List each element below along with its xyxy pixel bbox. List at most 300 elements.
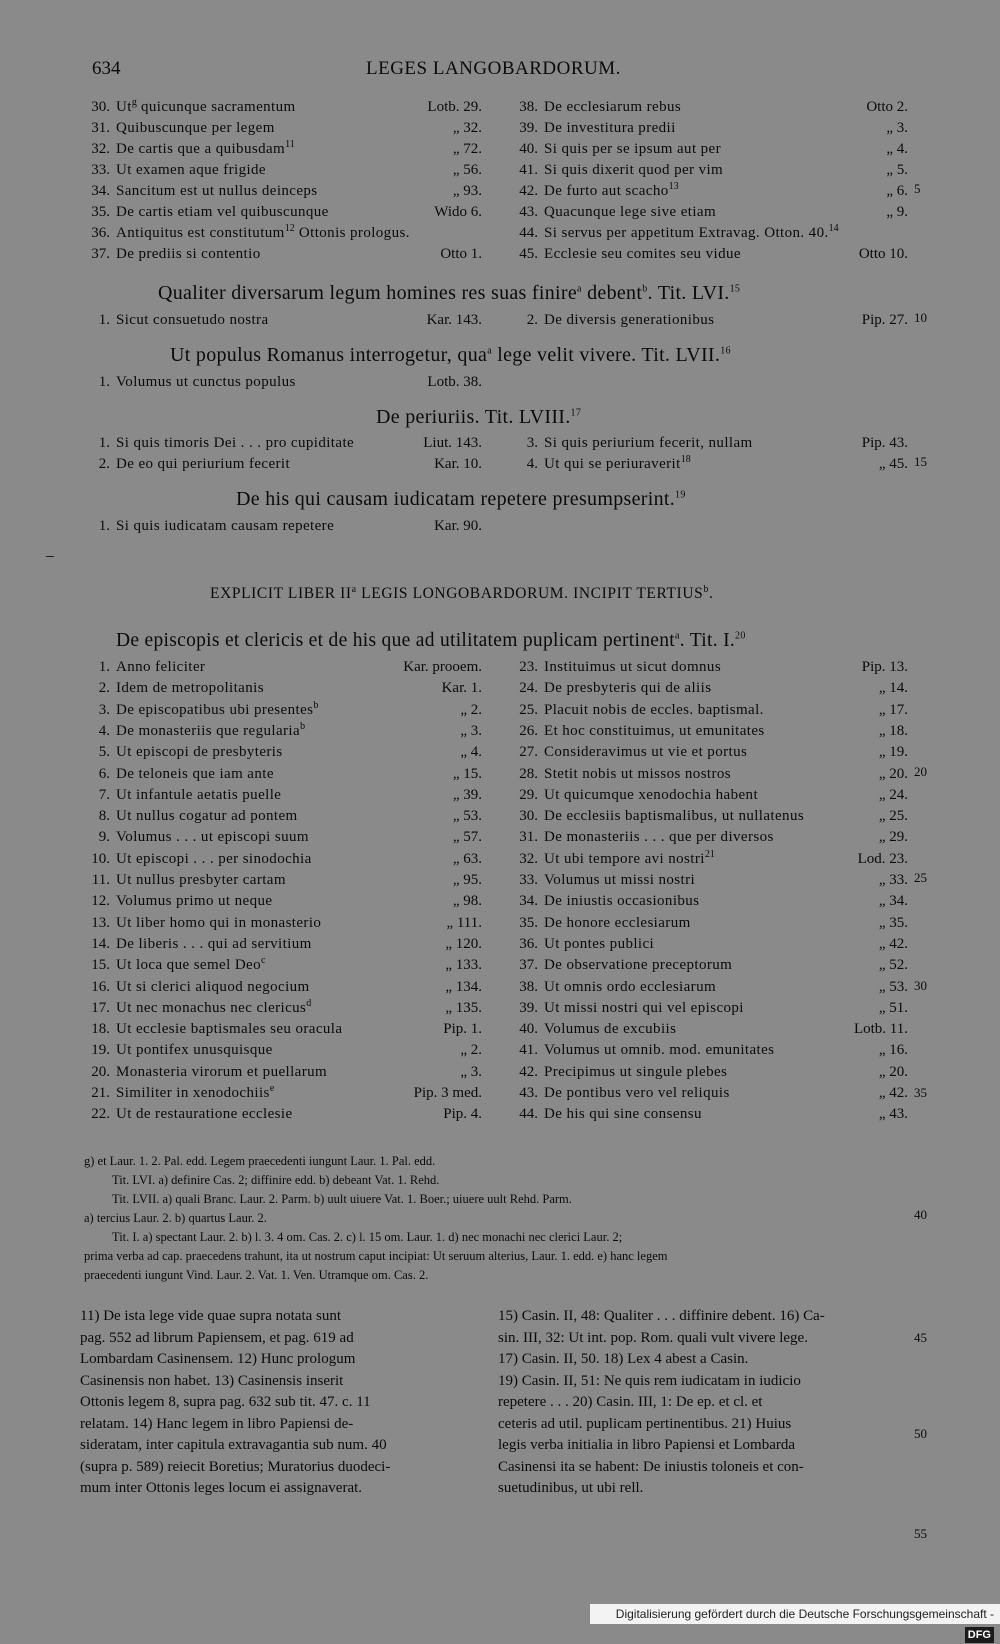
entry-incipit: Ecclesie seu comites seu vidue [544, 246, 741, 262]
entry-number: 4. [526, 456, 538, 472]
entry-number: 45. [519, 246, 538, 262]
footnote-marker: 11 [285, 139, 295, 150]
entry-source-ref: Kar. 143. [426, 312, 482, 328]
entry-incipit: Ut ecclesie baptismales seu oracula [116, 1021, 343, 1038]
entry-number: 17. [91, 999, 110, 1016]
entry-incipit: Ut si clerici aliquod negocium [116, 978, 310, 995]
entry-source-ref: „ 53. [878, 978, 908, 995]
note-line: 17) Casin. II, 50. 18) Lex 4 abest a Casin. [498, 1351, 749, 1367]
entry-source-ref: „ 43. [878, 1106, 908, 1123]
entry-source-ref: Pip. 4. [443, 1106, 482, 1123]
index-entry [84, 785, 482, 806]
index-entry [512, 657, 908, 678]
entry-source-ref: Lotb. 29. [427, 99, 482, 115]
entry-incipit: Et hoc constituimus, ut emunitates [544, 722, 765, 739]
entry-source-ref: „ 16. [878, 1042, 908, 1059]
entry-number: 9. [98, 829, 110, 846]
entry-number: 25. [519, 701, 538, 718]
line-number: 35 [914, 1085, 927, 1100]
entry-incipit: Instituimus ut sicut domnus [544, 659, 722, 675]
entry-number: 28. [519, 765, 538, 782]
entry-number: 16. [91, 978, 110, 995]
line-number: 15 [914, 454, 927, 469]
index-entry [84, 913, 482, 934]
entry-source-ref: „ 72. [452, 141, 482, 157]
entry-source-ref: „ 120. [445, 935, 482, 952]
note-line: Casinensi ita se habent: De iniustis toloneis et con- [498, 1458, 804, 1475]
entry-source-ref: „ 3. [460, 722, 482, 739]
entry-incipit: Sancitum est ut nullus deinceps [116, 183, 318, 199]
index-entry [84, 764, 482, 785]
entry-incipit: Ut nullus presbyter cartam [116, 872, 286, 888]
entry-incipit: Similiter in xenodochiis [116, 1085, 270, 1101]
footnote-marker: c [261, 955, 266, 967]
line-number: 40 [914, 1207, 927, 1222]
entry-incipit: Ut episcopi de presbyteris [116, 744, 283, 761]
entry-number: 36. [91, 225, 110, 241]
entry-source-ref: „ 2. [460, 701, 482, 718]
entry-number: 39. [519, 999, 538, 1016]
index-entry [512, 785, 908, 806]
entry-source-ref: „ 14. [878, 680, 908, 697]
entry-incipit-cont: quicunque sacramentum [136, 99, 296, 115]
entry-source-ref: Wido 6. [434, 204, 482, 220]
line-number: 50 [914, 1426, 927, 1441]
entry-incipit: Ut examen aque frigide [116, 162, 266, 178]
index-entry [512, 1062, 908, 1083]
entry-incipit: De prediis si contentio [116, 246, 261, 262]
line-number: 30 [914, 978, 927, 993]
entry-incipit: Idem de metropolitanis [116, 680, 264, 697]
entry-incipit: Volumus . . . ut episcopi suum [116, 829, 309, 846]
note-line: Casinensis non habet. 13) Casinensis inserit [80, 1372, 344, 1389]
footnote-marker: d [306, 997, 312, 1009]
entry-source-ref: „ 35. [878, 914, 908, 931]
entry-incipit: Si quis dixerit quod per vim [544, 162, 724, 178]
index-entry [84, 372, 482, 393]
running-title: LEGES LANGOBARDORUM. [366, 58, 621, 79]
index-entry [84, 700, 482, 721]
footnote-marker: 21 [704, 848, 715, 860]
entry-number: 43. [519, 1085, 538, 1101]
entry-incipit: Ut de restauratione ecclesie [116, 1106, 293, 1123]
title-tit-56: Qualiter diversarum legum homines res suas finire$^a$ debent$^b$. Tit. LVI.$^{15}$ [158, 282, 741, 304]
entry-number: 36. [519, 935, 538, 952]
index-entry [84, 181, 482, 202]
entry-source-ref: Otto 2. [866, 99, 908, 115]
index-entry [84, 998, 482, 1019]
entry-incipit: Anno feliciter [116, 659, 206, 675]
index-entry [84, 806, 482, 827]
line-number: 5 [914, 181, 921, 196]
index-entry [512, 1040, 908, 1061]
entry-number: 13. [91, 914, 110, 931]
entry-incipit: De pontibus vero vel reliquis [544, 1085, 730, 1101]
index-entry [512, 1083, 908, 1104]
index-entry [84, 223, 482, 244]
entry-number: 32. [91, 141, 110, 157]
footnote-marker: b [300, 720, 306, 732]
entry-incipit: Ut episcopi . . . per sinodochia [116, 850, 312, 867]
entry-source-ref: „ 4. [460, 744, 482, 761]
entry-number: 2. [98, 680, 110, 697]
entry-source-ref: „ 20. [878, 765, 908, 782]
index-entry [512, 955, 908, 976]
entry-number: 40. [519, 141, 538, 157]
entry-source-ref: „ 6. [886, 183, 908, 199]
entry-number: 44. [519, 225, 538, 241]
note-line: Lombardam Casinensem. 12) Hunc prologum [80, 1351, 356, 1367]
index-entry [512, 806, 908, 827]
note-line: (supra p. 589) reiecit Boretius; Muratorius duodeci- [80, 1458, 391, 1475]
entry-source-ref: „ 133. [445, 957, 482, 974]
entry-number: 7. [98, 786, 110, 803]
entry-number: 12. [91, 893, 110, 910]
note-line: sideratam, inter capitula extravagantia sub num. 40 [80, 1437, 387, 1453]
dfg-credit-banner: Digitalisierung gefördert durch die Deutsche Forschungsgemeinschaft -DFG [590, 1604, 1000, 1624]
index-entry [84, 1040, 482, 1061]
entry-number: 15. [91, 957, 110, 974]
entry-incipit: Ut pontifex unusquisque [116, 1042, 273, 1059]
index-entry [512, 181, 908, 202]
entry-incipit: De investitura predii [544, 120, 676, 136]
index-entry [84, 742, 482, 763]
apparatus-line: g) et Laur. 1. 2. Pal. edd. Legem praecedenti iungunt Laur. 1. Pal. edd. [84, 1154, 436, 1168]
entry-number: 23. [519, 659, 538, 675]
entry-incipit: De his qui sine consensu [544, 1106, 702, 1123]
entry-source-ref: Liut. 143. [423, 435, 482, 451]
index-entry [512, 678, 908, 699]
entry-number: 34. [519, 893, 538, 910]
index-entry [512, 1104, 908, 1125]
apparatus-line: a) tercius Laur. 2. b) quartus Laur. 2. [84, 1211, 267, 1225]
entry-number: 31. [519, 829, 538, 846]
entry-incipit: Volumus ut cunctus populus [116, 374, 296, 390]
line-number: 20 [914, 764, 927, 779]
entry-incipit: De episcopatibus ubi presentes [116, 701, 314, 718]
entry-incipit: Volumus de excubiis [544, 1021, 677, 1038]
entry-number: 21. [91, 1085, 110, 1101]
entry-source-ref: „ 135. [445, 999, 482, 1016]
entry-number: 39. [519, 120, 538, 136]
entry-source-ref: „ 45. [878, 456, 908, 472]
entry-incipit: Quacunque lege sive etiam [544, 204, 717, 220]
index-entry [84, 721, 482, 742]
footnote-marker: g [131, 97, 137, 108]
footnote-marker: 12 [284, 223, 295, 234]
entry-number: 5. [98, 744, 110, 761]
entry-incipit: De teloneis que iam ante [116, 765, 274, 782]
note-line: suetudinibus, ut ubi rell. [498, 1480, 644, 1496]
entry-incipit: Si quis periurium fecerit, nullam [544, 435, 753, 451]
entry-incipit: Ut [116, 99, 132, 115]
apparatus-line: praecedenti iungunt Vind. Laur. 2. Vat. 1. Ven. Utramque om. Cas. 2. [84, 1268, 429, 1282]
index-entry [84, 1019, 482, 1040]
entry-incipit: De iniustis occasionibus [544, 893, 700, 910]
index-entry [512, 998, 908, 1019]
entry-incipit: Si quis timoris Dei . . . pro cupiditate [116, 435, 355, 451]
entry-incipit: Ut liber homo qui in monasterio [116, 914, 322, 931]
entry-incipit-cont: Ottonis prologus. [294, 225, 410, 241]
entry-number: 10. [91, 850, 110, 867]
index-entry [84, 97, 482, 118]
entry-number: 4. [98, 722, 110, 739]
entry-incipit: De ecclesiarum rebus [544, 99, 682, 115]
apparatus-line: Tit. LVI. a) definire Cas. 2; diffinire edd. b) debeant Vat. 1. Rehd. [112, 1173, 440, 1187]
entry-number: 42. [519, 1063, 538, 1080]
entry-incipit: Ut omnis ordo ecclesiarum [544, 978, 717, 995]
note-line: pag. 552 ad librum Papiensem, et pag. 619 ad [80, 1329, 354, 1346]
index-entry [512, 118, 908, 139]
entry-number: 33. [91, 162, 110, 178]
apparatus-line: Tit. I. a) spectant Laur. 2. b) l. 3. 4 om. Cas. 2. c) l. 15 om. Laur. 1. d) nec monachi nec clerici Laur. 2; [112, 1230, 623, 1244]
entry-incipit: Volumus ut omnib. mod. emunitates [544, 1042, 775, 1059]
entry-incipit: De monasteriis . . . que per diversos [544, 829, 774, 846]
index-entry [84, 977, 482, 998]
index-entry [512, 310, 908, 331]
entry-number: 3. [98, 701, 110, 718]
entry-incipit: Ut quicumque xenodochia habent [544, 786, 759, 803]
line-number: 10 [914, 310, 927, 325]
entry-number: 2. [98, 456, 110, 472]
dfg-logo: DFG [965, 1627, 994, 1643]
line-number: 55 [914, 1526, 927, 1541]
entry-source-ref: „ 33. [878, 872, 908, 888]
index-entry [512, 1019, 908, 1040]
entry-number: 1. [98, 312, 110, 328]
entry-source-ref: Kar. 1. [441, 680, 482, 697]
note-line: 11) De ista lege vide quae supra notata sunt [80, 1308, 342, 1324]
entry-source-ref: „ 34. [878, 893, 908, 910]
index-entry [84, 678, 482, 699]
footnote-marker: b [313, 699, 319, 711]
entry-incipit: Volumus ut missi nostri [544, 872, 696, 888]
entry-number: 37. [91, 246, 110, 262]
entry-source-ref: „ 53. [452, 808, 482, 825]
entry-number: 8. [98, 808, 110, 825]
index-entry [84, 118, 482, 139]
entry-incipit: Ut pontes publici [544, 935, 655, 952]
footnote-marker: 18 [680, 454, 691, 465]
entry-number: 2. [526, 312, 538, 328]
entry-source-ref: Pip. 1. [443, 1021, 482, 1038]
index-entry [512, 97, 908, 118]
entry-incipit: Consideravimus ut vie et portus [544, 744, 748, 761]
entry-number: 41. [519, 162, 538, 178]
entry-incipit: De honore ecclesiarum [544, 914, 691, 931]
apparatus-line: prima verba ad cap. praecedens trahunt, ita ut nostrum caput incipiat: Ut seruum alterius, Laur. 1. edd. e) hanc legem [84, 1249, 668, 1263]
index-entry [512, 977, 908, 998]
index-entry [84, 433, 482, 454]
entry-source-ref: Pip. 43. [861, 435, 908, 451]
index-entry [84, 1062, 482, 1083]
entry-number: 32. [519, 850, 538, 867]
entry-number: 6. [98, 765, 110, 782]
entry-number: 1. [98, 435, 110, 451]
index-entry [84, 202, 482, 223]
index-entry [84, 934, 482, 955]
entry-source-ref: Kar. 90. [434, 518, 482, 534]
entry-incipit: Si quis per se ipsum aut per [544, 141, 722, 157]
entry-source-ref: „ 98. [452, 893, 482, 910]
entry-source-ref: „ 51. [878, 999, 908, 1016]
entry-source-ref: Pip. 27. [861, 312, 908, 328]
entry-source-ref: „ 5. [886, 162, 908, 178]
entry-number: 1. [98, 518, 110, 534]
index-entry [84, 1083, 482, 1104]
line-number: 25 [914, 870, 927, 885]
entry-source-ref: „ 95. [452, 872, 482, 888]
entry-incipit: Ut loca que semel Deo [116, 957, 262, 974]
footnote-marker: 13 [668, 181, 679, 192]
entry-number: 3. [526, 435, 538, 451]
margin-mark [46, 556, 54, 557]
entry-incipit: Volumus primo ut neque [116, 893, 273, 910]
entry-source-ref: „ 42. [878, 935, 908, 952]
entry-source-ref: „ 111. [446, 914, 482, 931]
entry-source-ref: „ 20. [878, 1063, 908, 1080]
index-entry [512, 870, 908, 891]
entry-source-ref: „ 3. [886, 120, 908, 136]
title-tit-59: De his qui causam iudicatam repetere presumpserint.$^{19}$ [236, 488, 686, 510]
entry-incipit: De observatione preceptorum [544, 957, 733, 974]
index-entry [84, 891, 482, 912]
entry-number: 1. [98, 374, 110, 390]
entry-source-ref: „ 39. [452, 786, 482, 803]
entry-source-ref: „ 9. [886, 204, 908, 220]
entry-number: 33. [519, 872, 538, 888]
entry-incipit: Stetit nobis ut missos nostros [544, 765, 732, 782]
index-entry [84, 310, 482, 331]
index-entry [512, 223, 908, 244]
entry-number: 18. [91, 1021, 110, 1038]
entry-incipit: De furto aut scacho [544, 183, 669, 199]
entry-source-ref: „ 25. [878, 808, 908, 825]
index-entry [512, 827, 908, 848]
index-entry [512, 160, 908, 181]
entry-number: 44. [519, 1106, 538, 1123]
entry-incipit: Antiquitus est constitutum [116, 225, 285, 241]
entry-source-ref: Pip. 13. [861, 659, 908, 675]
index-entry [512, 913, 908, 934]
entry-incipit: De diversis generationibus [544, 312, 715, 328]
entry-number: 30. [91, 99, 110, 115]
note-line: 15) Casin. II, 48: Qualiter . . . diffinire debent. 16) Ca- [498, 1308, 825, 1324]
note-line: 19) Casin. II, 51: Ne quis rem iudicatam in iudicio [498, 1372, 801, 1389]
index-entry [512, 202, 908, 223]
note-line: mum inter Ottonis leges locum ei assignaverat. [80, 1480, 363, 1496]
entry-number: 43. [519, 204, 538, 220]
index-entry [512, 433, 908, 454]
entry-source-ref: Otto 1. [440, 246, 482, 262]
index-entry [84, 139, 482, 160]
footnote-marker: e [269, 1083, 275, 1094]
entry-source-ref: „ 134. [445, 978, 482, 995]
index-entry [84, 849, 482, 870]
entry-incipit: Si quis iudicatam causam repetere [116, 518, 335, 534]
entry-source-ref: Lotb. 11. [853, 1021, 908, 1038]
entry-incipit: De cartis que a quibusdam [116, 141, 286, 157]
entry-incipit: Ut nec monachus nec clericus [116, 999, 307, 1016]
entry-number: 37. [519, 957, 538, 974]
entry-incipit: Ut infantule aetatis puelle [116, 786, 282, 803]
entry-number: 26. [519, 722, 538, 739]
entry-number: 41. [519, 1042, 538, 1059]
entry-source-ref: „ 2. [460, 1042, 482, 1059]
entry-incipit: Ut nullus cogatur ad pontem [116, 808, 298, 825]
entry-number: 35. [519, 914, 538, 931]
entry-source-ref: Pip. 3 med. [413, 1085, 482, 1101]
entry-number: 35. [91, 204, 110, 220]
entry-source-ref: „ 32. [452, 120, 482, 136]
entry-source-ref: „ 63. [452, 850, 482, 867]
entry-incipit: Precipimus ut singule plebes [544, 1063, 728, 1080]
index-entry [84, 1104, 482, 1125]
entry-source-ref: „ 4. [886, 141, 908, 157]
entry-incipit: De monasteriis que regularia [116, 722, 301, 739]
entry-source-ref: Lotb. 38. [427, 374, 482, 390]
entry-number: 38. [519, 99, 538, 115]
entry-incipit: Quibuscunque per legem [116, 120, 275, 136]
index-entry [84, 516, 482, 537]
note-line: repetere . . . 20) Casin. III, 1: De ep. et cl. et [498, 1394, 763, 1410]
line-number: 45 [914, 1330, 927, 1345]
index-entry [512, 139, 908, 160]
index-entry [512, 742, 908, 763]
title-book3-tit-1: De episcopis et clericis et de his que ad utilitatem puplicam pertinent$^a$. Tit. I.$^{20}$ [116, 630, 746, 651]
index-entry [84, 244, 482, 265]
entry-incipit: Monasteria virorum et puellarum [116, 1063, 328, 1080]
entry-number: 11. [91, 872, 110, 888]
entry-number: 30. [519, 808, 538, 825]
index-entry [512, 764, 908, 785]
note-line: sin. III, 32: Ut int. pop. Rom. quali vult vivere lege. [498, 1329, 808, 1346]
entry-source-ref: „ 56. [452, 162, 482, 178]
entry-source-ref: „ 93. [452, 183, 482, 199]
entry-source-ref: „ 42. [878, 1085, 908, 1101]
entry-incipit: Sicut consuetudo nostra [116, 312, 269, 328]
explicit-heading: EXPLICIT LIBER $II^a$ LEGIS LONGOBARDORUM. INCIPIT TERTIUS$^b$. [210, 584, 714, 603]
entry-incipit: Si servus per appetitum Extravag. Otton. 40. [544, 225, 829, 241]
entry-source-ref: „ 24. [878, 786, 908, 803]
entry-incipit: De cartis etiam vel quibuscunque [116, 204, 329, 220]
entry-number: 40. [519, 1021, 538, 1038]
entry-incipit: Ut ubi tempore avi nostri [544, 850, 705, 867]
entry-incipit: Placuit nobis de eccles. baptismal. [544, 701, 764, 718]
note-line: relatam. 14) Hanc legem in libro Papiensi de- [80, 1415, 354, 1432]
entry-number: 14. [91, 935, 110, 952]
entry-source-ref: „ 52. [878, 957, 908, 974]
index-entry [512, 934, 908, 955]
entry-incipit: De presbyteris qui de aliis [544, 680, 712, 697]
index-entry [512, 700, 908, 721]
entry-incipit: De ecclesiis baptismalibus, ut nullatenus [544, 808, 805, 825]
entry-source-ref: „ 19. [878, 744, 908, 761]
index-entry [84, 955, 482, 976]
entry-number: 29. [519, 786, 538, 803]
title-tit-57: Ut populus Romanus interrogetur, qua$^a$ lege velit vivere. Tit. LVII.$^{16}$ [170, 344, 731, 366]
entry-number: 42. [519, 183, 538, 199]
entry-source-ref: „ 17. [878, 701, 908, 718]
entry-source-ref: Otto 10. [858, 246, 908, 262]
index-entry [512, 721, 908, 742]
entry-source-ref: „ 29. [878, 829, 908, 846]
index-entry [84, 870, 482, 891]
entry-number: 38. [519, 978, 538, 995]
entry-number: 22. [91, 1106, 110, 1123]
index-entry [512, 454, 908, 475]
entry-source-ref: Kar. 10. [434, 456, 482, 472]
